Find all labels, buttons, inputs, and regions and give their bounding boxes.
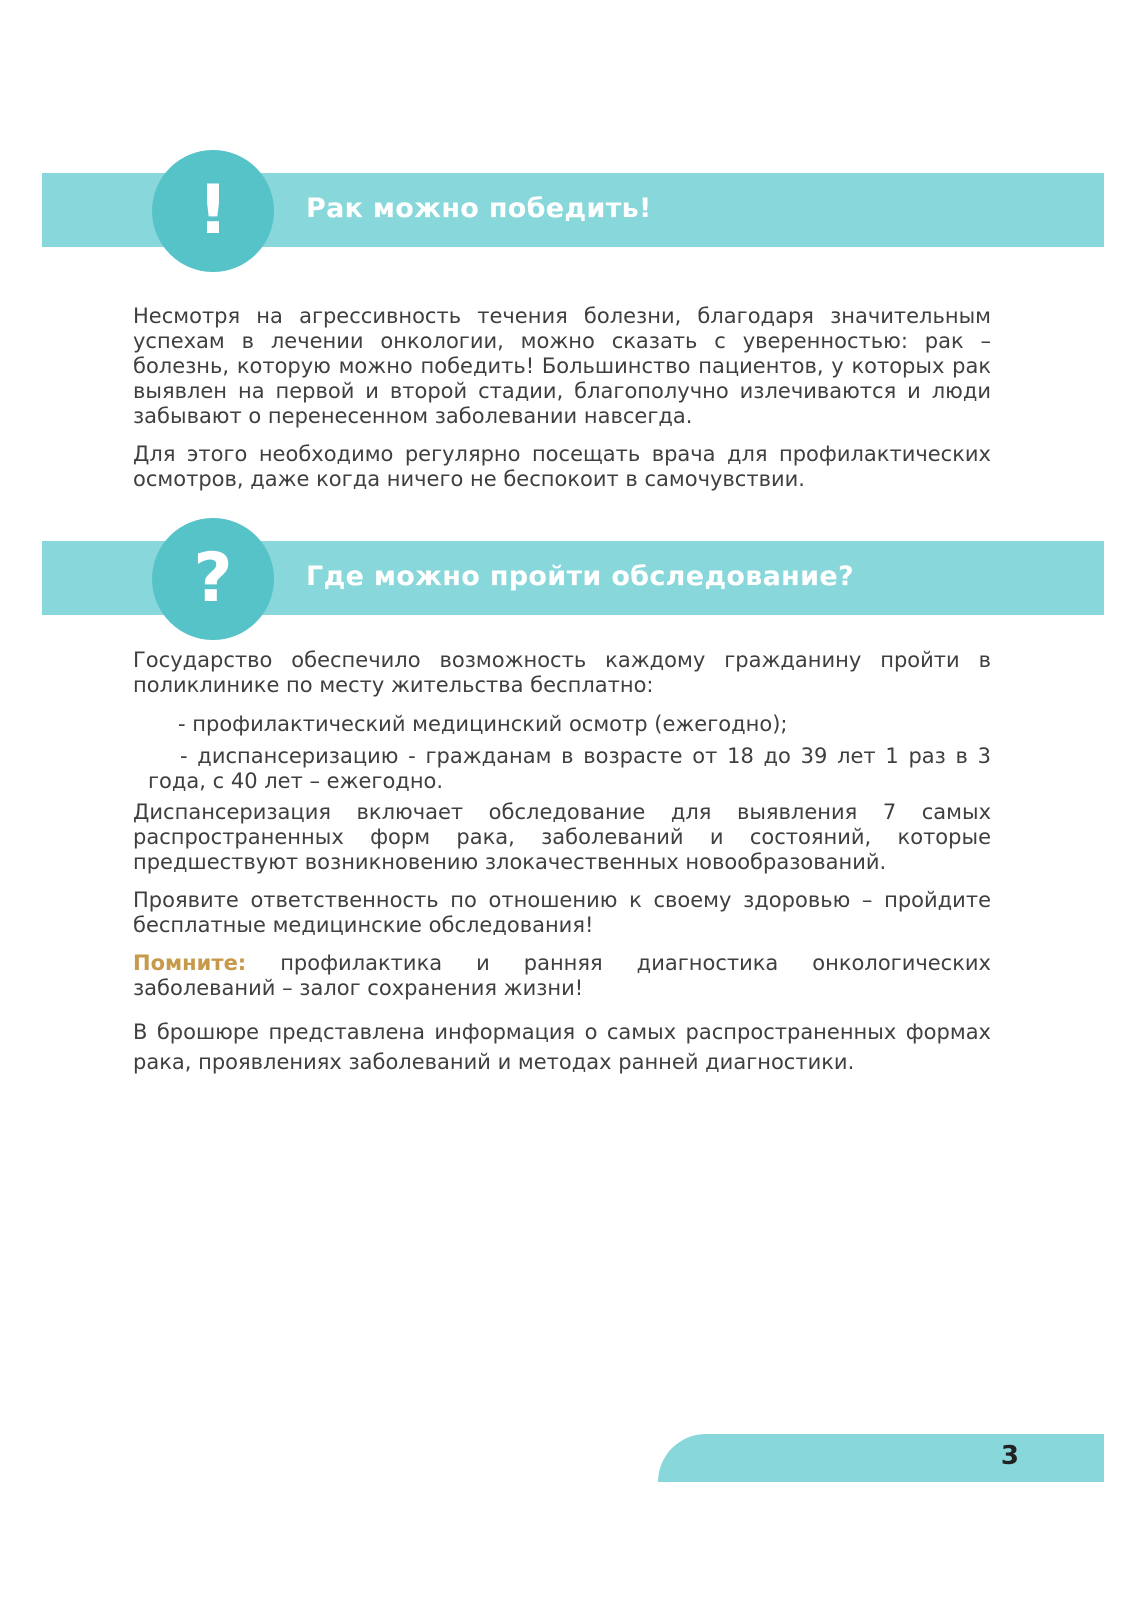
paragraph: В брошюре представлена информация о самых распространенных формах рака, проявлениях заболеваний и методах ранней диагностики.: [133, 1020, 991, 1074]
remember-text: профилактика и ранняя диагностика онкологических заболеваний – залог сохранения жизни!: [133, 951, 991, 1000]
paragraph: Проявите ответственность по отношению к своему здоровью – пройдите бесплатные медицинские обследования!: [133, 888, 991, 937]
question-icon: ?: [152, 518, 274, 640]
exclamation-icon: !: [152, 150, 274, 272]
page-number: 3: [1000, 1441, 1019, 1471]
paragraph: Государство обеспечило возможность каждому гражданину пройти в поликлинике по месту жительства бесплатно:: [133, 648, 991, 697]
paragraph: Диспансеризация включает обследование для выявления 7 самых распространенных форм рака, заболеваний и состояний, которые предшествуют возникновению злокачественных новообразований.: [133, 800, 991, 874]
section-title: Где можно пройти обследование?: [306, 561, 854, 592]
list-item: - профилактический медицинский осмотр (ежегодно);: [178, 712, 788, 736]
paragraph: Несмотря на агрессивность течения болезни, благодаря значительным успехам в лечении онкологии, можно сказать с уверенностью: рак – болезнь, которую можно победить! Большинство пациентов, у которых рак выявлен на первой и второй стадии, благополучно излечиваются и люди забывают о перенесенном заболевании навсегда.: [133, 304, 991, 428]
remember-note: [133, 951, 991, 1001]
page-number-tab: [658, 1434, 1104, 1482]
paragraph: Для этого необходимо регулярно посещать врача для профилактических осмотров, даже когда ничего не беспокоит в самочувствии.: [133, 442, 991, 491]
remember-label: Помните:: [133, 951, 247, 975]
list-item: - диспансеризацию - гражданам в возрасте от 18 до 39 лет 1 раз в 3 года, с 40 лет – ежегодно.: [148, 744, 991, 793]
section-title: Рак можно победить!: [306, 193, 652, 224]
